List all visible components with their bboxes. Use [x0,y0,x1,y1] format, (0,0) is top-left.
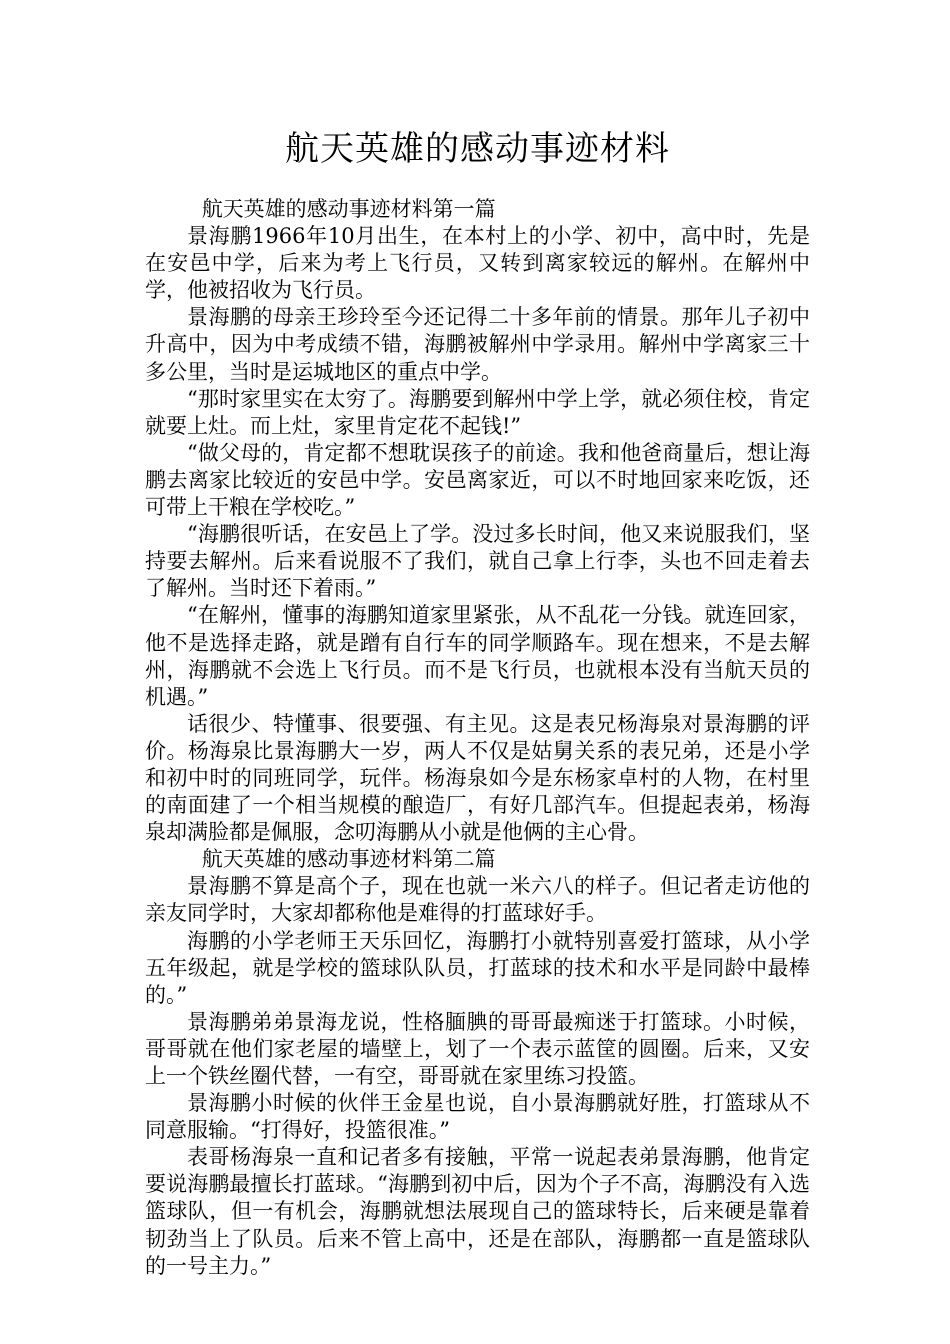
document-title: 航天英雄的感动事迹材料 [285,129,670,169]
paragraph: 表哥杨海泉一直和记者多有接触，平常一说起表弟景海鹏，他肯定要说海鹏最擅长打蓝球。“海鹏到初中后，因为个子不高，海鹏没有入选篮球队，但一有机会，海鹏就想法展现自己的篮球特长，后来硬是靠着韧劲当上了队员。后来不管上高中，还是在部队，海鹏都一直是篮球队的一号主力。” [145,1145,810,1278]
paragraph: “那时家里实在太穷了。海鹏要到解州中学上学，就必须住校，肯定就要上灶。而上灶，家里肯定花不起钱!” [145,386,810,438]
document-body [145,196,810,1280]
section-heading: 航天英雄的感动事迹材料第二篇 [201,847,496,872]
paragraph: “做父母的，肯定都不想耽误孩子的前途。我和他爸商量后，想让海鹏去离家比较近的安邑中学。安邑离家近，可以不时地回家来吃饭，还可带上干粮在学校吃。” [145,440,810,520]
paragraph: 景海鹏小时候的伙伴王金星也说，自小景海鹏就好胜，打篮球从不同意服输。“打得好，投篮很准。” [145,1091,810,1143]
paragraph: “在解州，懂事的海鹏知道家里紧张，从不乱花一分钱。就连回家，他不是选择走路，就是蹭有自行车的同学顺路车。现在想来，不是去解州，海鹏就不会选上飞行员。而不是飞行员，也就根本没有当航天员的机遇。” [145,603,810,709]
paragraph: “海鹏很听话，在安邑上了学。没过多长时间，他又来说服我们，坚持要去解州。后来看说服不了我们，就自己拿上行李，头也不回走着去了解州。当时还下着雨。” [145,522,810,601]
paragraph: 景海鹏弟弟景海龙说，性格腼腆的哥哥最痴迷于打篮球。小时候，哥哥就在他们家老屋的墙壁上，划了一个表示蓝筐的圆圈。后来，又安上一个铁丝圈代替，一有空，哥哥就在家里练习投篮。 [145,1009,810,1088]
paragraph: 景海鹏的母亲王珍玲至今还记得二十多年前的情景。那年儿子初中升高中，因为中考成绩不错，海鹏被解州中学录用。解州中学离家三十多公里，当时是运城地区的重点中学。 [145,305,810,384]
paragraph: 景海鹏不算是高个子，现在也就一米六八的样子。但记者走访他的亲友同学时，大家却都称他是难得的打蓝球好手。 [145,874,810,926]
paragraph: 景海鹏1966年10月出生，在本村上的小学、初中，高中时，先是在安邑中学，后来为考上飞行员，又转到离家较远的解州。在解州中学，他被招收为飞行员。 [145,224,810,303]
paragraph: 海鹏的小学老师王天乐回忆，海鹏打小就特别喜爱打篮球，从小学五年级起，就是学校的篮球队队员，打蓝球的技术和水平是同龄中最棒的。” [145,928,810,1007]
paragraph: 话很少、特懂事、很要强、有主见。这是表兄杨海泉对景海鹏的评价。杨海泉比景海鹏大一岁，两人不仅是姑舅关系的表兄弟，还是小学和初中时的同班同学，玩伴。杨海泉如今是东杨家卓村的人物，在村里的南面建了一个相当规模的酿造厂，有好几部汽车。但提起表弟，杨海泉却满脸都是佩服，念叨海鹏从小就是他俩的主心骨。 [145,711,810,845]
section-heading: 航天英雄的感动事迹材料第一篇 [201,197,496,221]
